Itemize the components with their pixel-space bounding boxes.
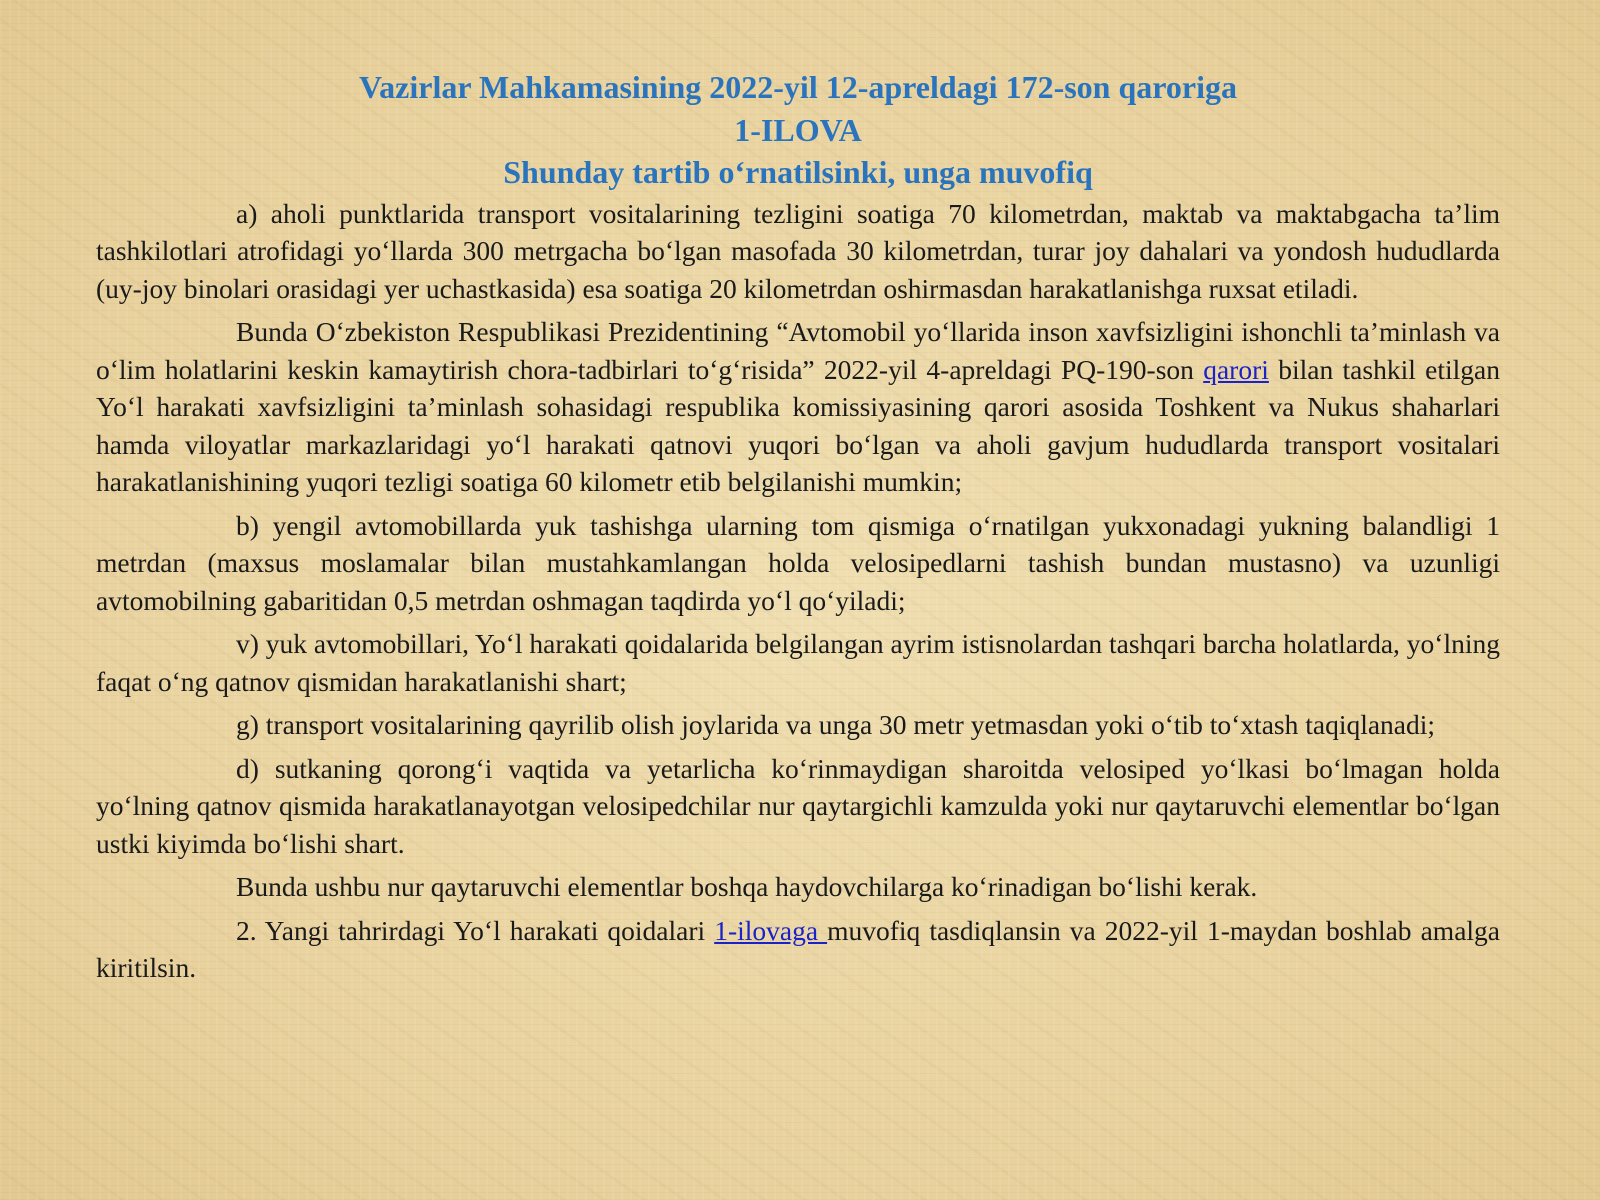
paragraph-text: Bunda O‘zbekiston Respublikasi Prezidentining “Avtomobil yo‘llarida inson xavfsizligini ishonchli ta’minlash va o‘lim holatlarini keskin kamaytirish chora-tadbirlari to‘g‘risida” 2022-yil 4-apreldagi PQ-190-son	[96, 316, 1500, 385]
ilova-link[interactable]: 1-ilovaga	[714, 914, 828, 946]
document-page	[96, 66, 1500, 993]
header-title: Vazirlar Mahkamasining 2022-yil 12-apreldagi 172-son qaroriga	[359, 69, 1237, 105]
paragraph-text: bilan tashkil etilgan Yo‘l harakati xavfsizligini ta’minlash sohasidagi respublika komissiyasining qarori asosida Toshkent va Nukus shaharlari hamda viloyatlar markazlaridagi yo‘l harakati qatnovi yuqori bo‘lgan va aholi gavjum hududlarda transport vositalari harakatlanishining yuqori tezligi soatiga 60 kilometr etib belgilanishi mumkin;	[96, 353, 1500, 497]
paragraph-2-approval	[96, 912, 1500, 987]
paragraph-b-cargo: b) yengil avtomobillarda yuk tashishga ularning tom qismiga o‘rnatilgan yukxonadagi yukning balandligi 1 metrdan (maxsus moslamalar bilan mustahkamlangan holda velosipedlarni tashish bundan mustasno) va uzunligi avtomobilning gabaritidan 0,5 metrdan oshmagan taqdirda yo‘l qo‘yiladi;	[96, 509, 1500, 616]
paragraph-a-speed-limits: a) aholi punktlarida transport vositalarining tezligini soatiga 70 kilometrdan, maktab va maktabgacha ta’lim tashkilotlari atrofidagi yo‘llarda 300 metrgacha bo‘lgan masofada 30 kilometrdan, turar joy dahalari va yondosh hududlarda (uy-joy binolari orasidagi yer uchastkasida) esa soatiga 20 kilometrdan oshirmasdan harakatlanishga ruxsat etiladi.	[96, 197, 1500, 304]
document-header	[96, 66, 1500, 194]
header-annex-label: 1-ILOVA	[734, 111, 862, 148]
paragraph-commission-speed	[96, 313, 1500, 501]
paragraph-d-cyclists: d) sutkaning qorong‘i vaqtida va yetarlicha ko‘rinmaydigan sharoitda velosiped yo‘lkasi bo‘lmagan holda yo‘lning qatnov qismida harakatlanayotgan velosipedchilar nur qaytargichli kamzulda yoki nur qaytaruvchi elementlar bo‘lgan ustki kiyimda bo‘lishi shart.	[96, 752, 1500, 859]
paragraph-text: muvofiq tasdiqlansin va 2022-yil 1-maydan boshlab amalga kiritilsin.	[96, 914, 1500, 983]
paragraph-g-turning: g) transport vositalarining qayrilib olish joylarida va unga 30 metr yetmasdan yoki o‘tib to‘xtash taqiqlanadi;	[236, 709, 1436, 740]
paragraph-v-trucks: v) yuk avtomobillari, Yo‘l harakati qoidalarida belgilangan ayrim istisnolardan tashqari barcha holatlarda, yo‘lning faqat o‘ng qatnov qismidan harakatlanishi shart;	[96, 628, 1500, 697]
paragraph-reflective-elements: Bunda ushbu nur qaytaruvchi elementlar boshqa haydovchilarga ko‘rinadigan bo‘lishi kerak.	[236, 871, 1258, 902]
qarori-link[interactable]: qarori	[1203, 353, 1269, 385]
paragraph-text: 2. Yangi tahrirdagi Yo‘l harakati qoidalari	[236, 914, 715, 946]
header-subtitle: Shunday tartib o‘rnatilsinki, unga muvofiq	[503, 154, 1093, 190]
